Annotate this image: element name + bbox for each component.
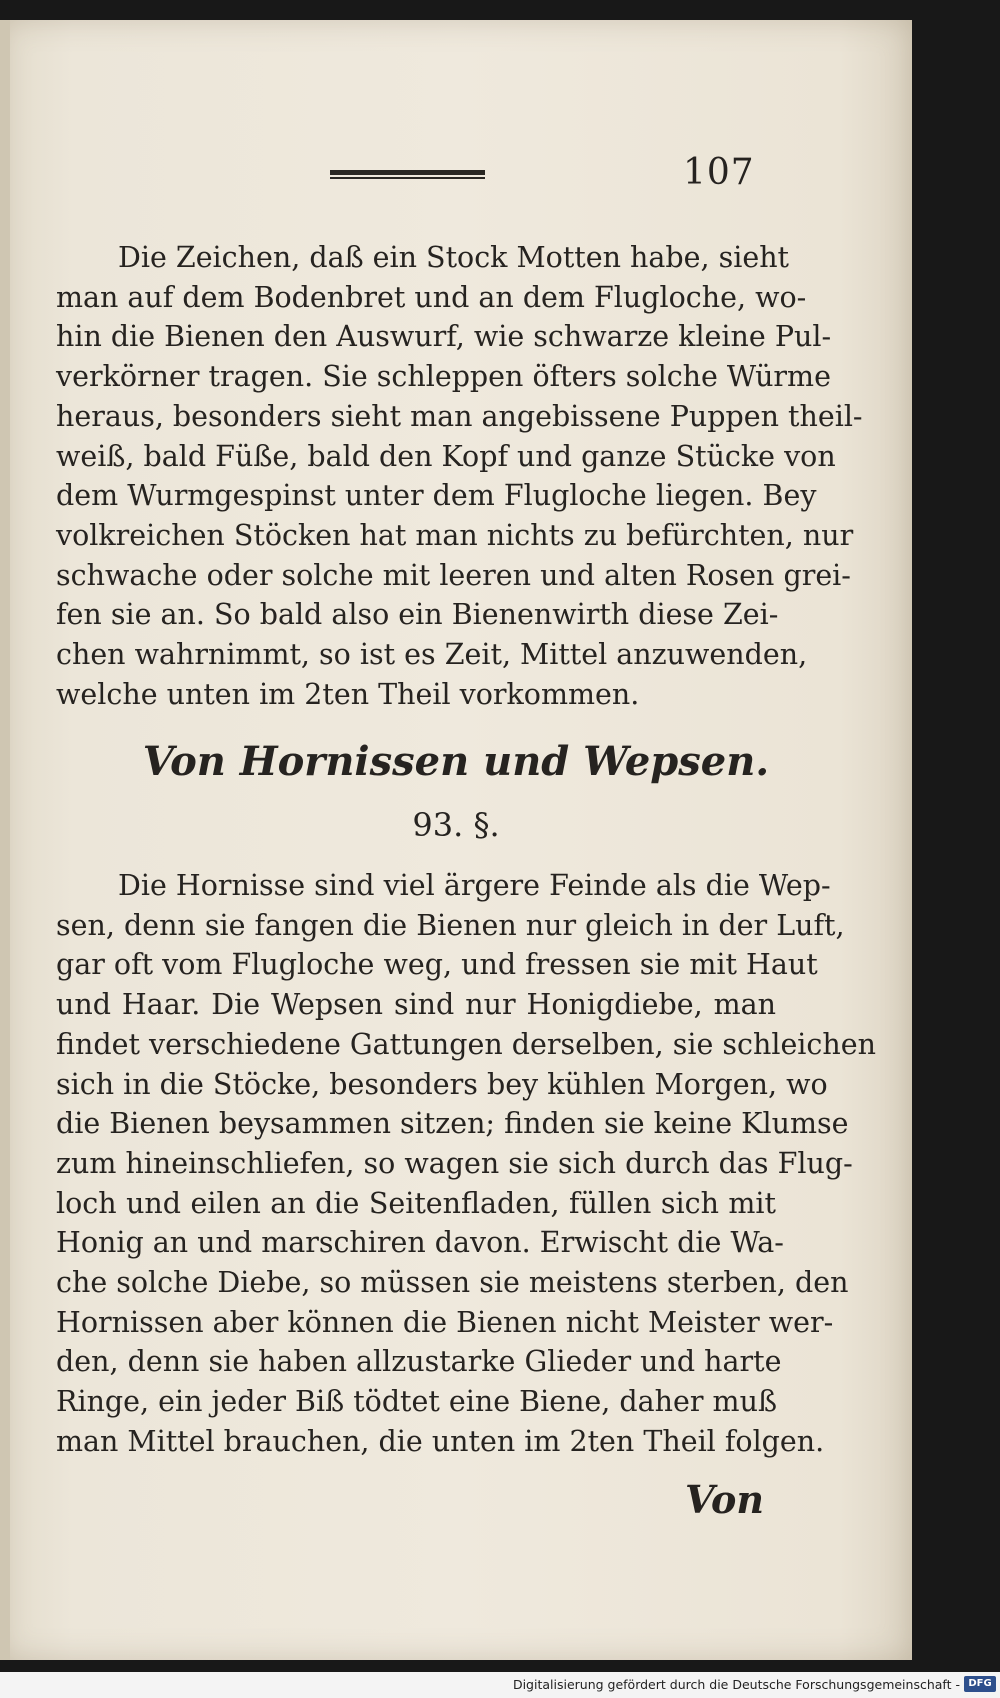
- text-line: den, denn sie haben allzustarke Glieder und harte: [56, 1345, 782, 1379]
- text-line: chen wahrnimmt, so ist es Zeit, Mittel anzuwenden,: [56, 638, 808, 672]
- header-rule-thick: [330, 170, 485, 175]
- text-line: schwache oder solche mit leeren und alten Rosen grei-: [56, 558, 851, 592]
- text-line: weiß, bald Füße, bald den Kopf und ganze Stücke von: [56, 439, 836, 473]
- text-line: gar oft vom Flugloche weg, und fressen sie mit Haut: [56, 948, 818, 982]
- text-line: verkörner tragen. Sie schleppen öfters solche Würme: [56, 360, 831, 394]
- header-rule-thin: [330, 177, 485, 179]
- text-line: dem Wurmgespinst unter dem Flugloche liegen. Bey: [56, 479, 817, 513]
- dfg-logo-icon: DFG: [964, 1676, 996, 1692]
- text-line: Honig an und marschiren davon. Erwischt die Wa-: [56, 1226, 784, 1260]
- text-line: zum hineinschliefen, so wagen sie sich durch das Flug-: [56, 1146, 853, 1180]
- section-number: 93. §.: [412, 806, 500, 844]
- text-line: sich in die Stöcke, besonders bey kühlen Morgen, wo: [56, 1067, 828, 1101]
- footer-credit: Digitalisierung gefördert durch die Deutsche Forschungsgemeinschaft -: [512, 1677, 960, 1692]
- text-line: Die Hornisse sind viel ärgere Feinde als die Wep-: [118, 869, 831, 902]
- text-line: welche unten im 2ten Theil vorkommen.: [56, 677, 640, 711]
- page-edge: [0, 20, 10, 1660]
- text-line: man auf dem Bodenbret und an dem Flugloche, wo-: [56, 280, 807, 314]
- text-line: Hornissen aber können die Bienen nicht Meister wer-: [56, 1305, 834, 1339]
- catchword: Von: [685, 1477, 764, 1522]
- text-line: und Haar. Die Wepsen sind nur Honigdiebe, man: [56, 988, 776, 1022]
- text-line: heraus, besonders sieht man angebissene Puppen theil-: [56, 399, 863, 433]
- header-rule: [330, 170, 485, 180]
- text-line: findet verschiedene Gattungen derselben, sie schleichen: [56, 1027, 876, 1061]
- text-line: volkreichen Stöcken hat man nichts zu befürchten, nur: [56, 518, 854, 552]
- section-heading: Von Hornissen und Wepsen.: [142, 738, 770, 785]
- text-line: sen, denn sie fangen die Bienen nur gleich in der Luft,: [56, 908, 845, 942]
- paragraph-moths: [56, 238, 863, 714]
- paragraph-hornets: [56, 866, 876, 1462]
- text-line: man Mittel brauchen, die unten im 2ten Theil folgen.: [56, 1424, 825, 1458]
- text-line: Ringe, ein jeder Biß tödtet eine Biene, daher muß: [56, 1385, 777, 1419]
- text-line: che solche Diebe, so müssen sie meistens sterben, den: [56, 1266, 849, 1300]
- text-line: die Bienen beysammen sitzen; finden sie keine Klumse: [56, 1107, 849, 1141]
- text-line: Die Zeichen, daß ein Stock Motten habe, sieht: [118, 241, 790, 274]
- book-page: [0, 20, 912, 1660]
- page-number: 107: [683, 152, 755, 193]
- text-line: hin die Bienen den Auswurf, wie schwarze kleine Pul-: [56, 320, 832, 354]
- text-line: loch und eilen an die Seitenfladen, füllen sich mit: [56, 1186, 776, 1220]
- text-line: fen sie an. So bald also ein Bienenwirth diese Zei-: [56, 598, 779, 632]
